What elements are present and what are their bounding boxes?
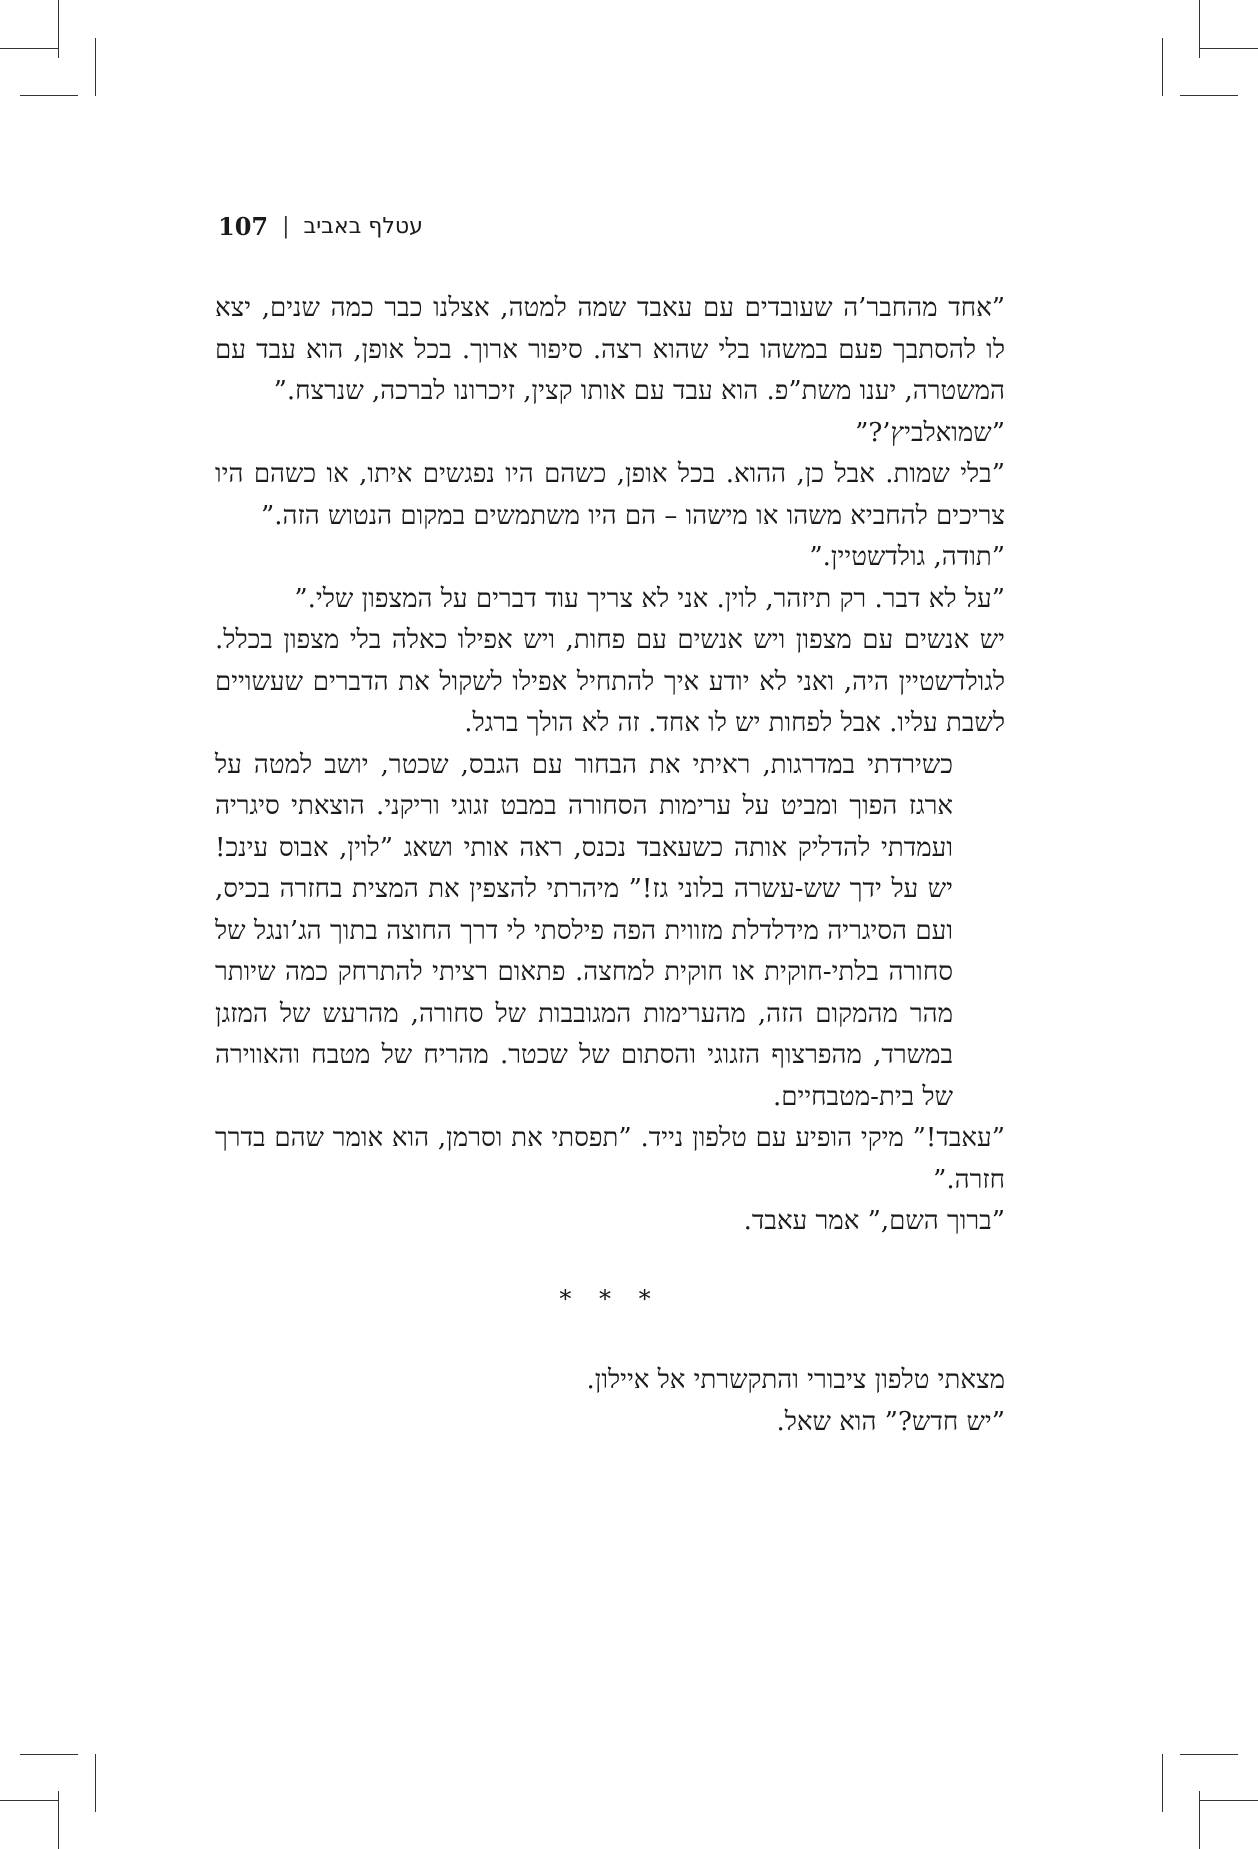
page-number: 107 xyxy=(218,212,269,241)
crop-mark xyxy=(1199,1791,1200,1849)
running-header xyxy=(218,212,423,241)
header-separator: | xyxy=(282,214,290,239)
crop-mark xyxy=(1200,1800,1258,1801)
crop-mark xyxy=(1180,95,1238,96)
paragraph: ”יש חדש?” הוא שאל. xyxy=(776,1406,1005,1437)
paragraph: יש אנשים עם מצפון ויש אנשים עם פחות, ויש אפילו כאלה בלי מצפון בכלל. לגולדשטיין היה, ואני לא יודע איך להתחיל אפילו לשקול את הדברים שעשויים לשבת עליו. אבל לפחות יש לו אחד. זה לא הולך ברגל. xyxy=(215,625,1006,738)
paragraph: ”על לא דבר. רק תיזהר, לוין. אני לא צריך עוד דברים על המצפון שלי.” xyxy=(294,583,1005,614)
paragraph: ”אחד מהחבר’ה שעובדים עם עאבד שמה למטה, אצלנו כבר כמה שנים, יצא לו להסתבך פעם במשהו בלי שהוא רצה. סיפור ארוך. בכל אופן, הוא עבד עם המשטרה, יענו משת”פ. הוא עבד עם אותו קצין, זיכרונו לברכה, שנרצח.” xyxy=(215,293,1005,406)
crop-mark xyxy=(1199,0,1200,58)
section-break: * * * xyxy=(559,1284,661,1313)
crop-mark xyxy=(1200,48,1258,49)
crop-mark xyxy=(0,1800,58,1801)
crop-mark xyxy=(58,1791,59,1849)
paragraph: ”עאבד!” מיקי הופיע עם טלפון נייד. ”תפסתי את וסרמן, הוא אומר שהם בדרך חזרה.” xyxy=(215,1123,1005,1195)
crop-mark xyxy=(58,0,59,58)
crop-mark xyxy=(1180,1754,1238,1755)
paragraph: ”בלי שמות. אבל כן, ההוא. בכל אופן, כשהם היו נפגשים איתו, או כשהם היו צריכים להחביא משהו או מישהו – הם היו משתמשים במקום הנטוש הזה.” xyxy=(215,459,1005,531)
crop-mark xyxy=(1162,38,1163,96)
crop-mark xyxy=(0,48,58,49)
crop-mark xyxy=(95,1754,96,1812)
paragraph: ”שמואלביץ’?” xyxy=(855,417,1005,448)
paragraph: כשירדתי במדרגות, ראיתי את הבחור עם הגבס, שכטר, יושב למטה על ארגז הפוך ומביט על ערימות הסחורה במבט זגוגי וריקני. הוצאתי סיגריה ועמדתי להדליק אותה כשעאבד נכנס, ראה אותי ושאג ”לוין, אבוס עינכ! יש על ידך שש-עשרה בלוני גז!” מיהרתי להצפין את המצית בחזרה בכיס, ועם הסיגריה מידלדלת מזווית הפה פילסתי לי דרך החוצה בתוך הג’ונגל של סחורה בלתי-חוקית או חוקית למחצה. פתאום רציתי להתרחק כמה שיותר מהר מהמקום הזה, מהערימות המגובבות של סחורה, מהרעש של המזגן במשרד, מהפרצוף הזגוגי והסתום של שכטר. מהריח של מטבח והאווירה של בית-מטבחיים. xyxy=(215,749,953,1112)
crop-mark xyxy=(20,95,78,96)
paragraph: ”תודה, גולדשטיין.” xyxy=(809,542,1005,572)
page-body xyxy=(215,288,1005,1443)
crop-mark xyxy=(20,1754,78,1755)
paragraph: ”ברוך השם,” אמר עאבד. xyxy=(743,1206,1005,1236)
crop-mark xyxy=(1162,1754,1163,1812)
crop-mark xyxy=(95,38,96,96)
paragraph: מצאתי טלפון ציבורי והתקשרתי אל איילון. xyxy=(586,1365,1005,1395)
book-title: עטלף באביב xyxy=(303,214,423,239)
